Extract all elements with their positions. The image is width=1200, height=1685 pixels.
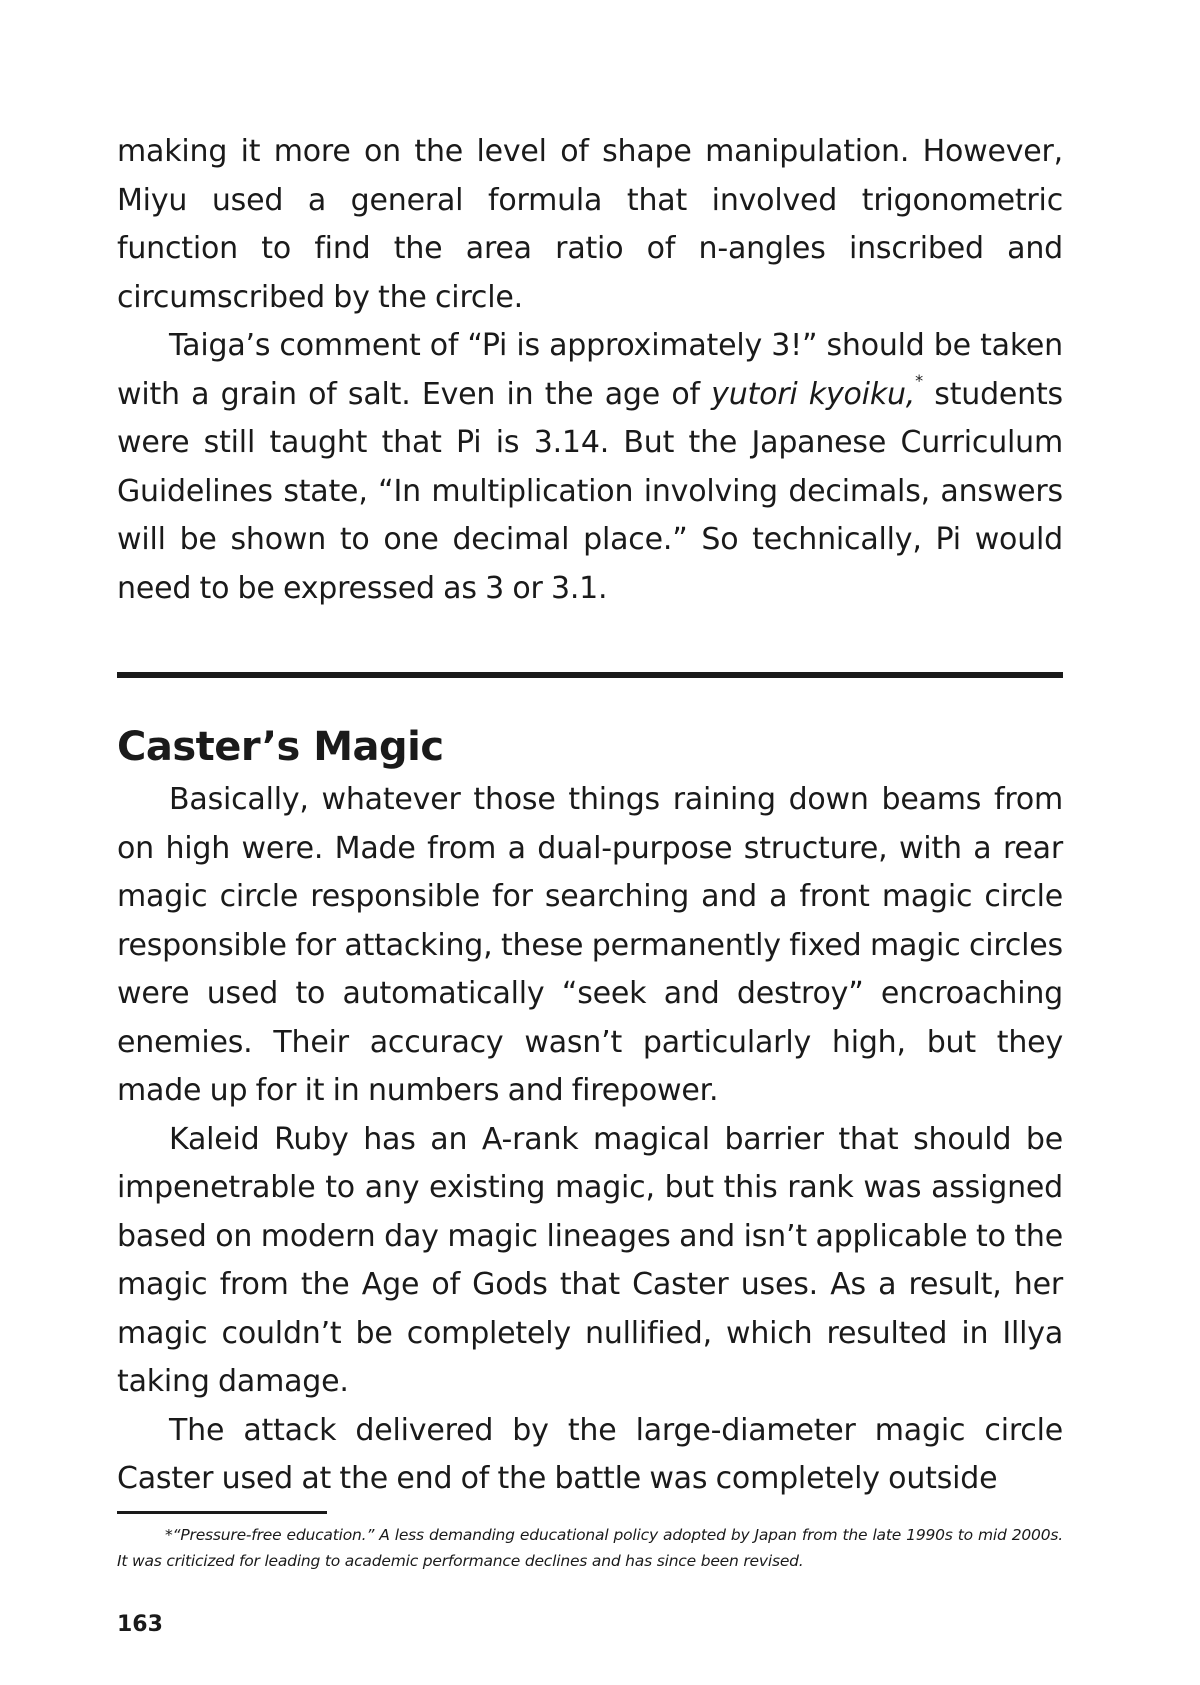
section-title: Caster’s Magic: [117, 724, 444, 770]
yutori-kyoiku-term: yutori kyoiku,: [711, 376, 916, 412]
intro-text: [117, 128, 1063, 613]
page-number: 163: [117, 1612, 163, 1637]
section-paragraph-1: Basically, whatever those things raining down beams from on high were. Made from a dual-purpose structure, with a rear magic circle responsible for searching and a front magic circle responsible for attacking, these permanently fixed magic circles were used to automatically “seek and destroy” encroaching enemies. Their accuracy wasn’t particularly high, but they made up for it in numbers and firepower.: [117, 782, 1063, 1108]
intro-paragraph-2-end: students were still taught that Pi is 3.14. But the Japanese Curriculum Guidelines state, “In multiplication involving decimals, answers will be shown to one decimal place.” So technically, Pi would need to be expressed as 3 or 3.1.: [117, 376, 1063, 606]
intro-paragraph-2-start: Taiga’s comment of “Pi is approximately 3!” should be taken with a grain of salt. Even in the age of: [117, 328, 1063, 412]
intro-paragraph-1: making it more on the level of shape manipulation. However, Miyu used a general formula that involved trigonometric function to find the area ratio of n-angles inscribed and circumscribed by the circle.: [117, 134, 1063, 315]
footnote-marker: *: [915, 370, 923, 390]
footnote-text: *“Pressure-free education.” A less demanding educational policy adopted by Japan from the late 1990s to mid 2000s. It was criticized for leading to academic performance declines and has since been revised.: [117, 1526, 1063, 1570]
section-body: [117, 776, 1063, 1504]
section-divider: [117, 672, 1063, 678]
intro-paragraph-2: [117, 322, 1063, 613]
footnote-divider: [117, 1511, 327, 1514]
section-paragraph-2: Kaleid Ruby has an A-rank magical barrier that should be impenetrable to any existing magic, but this rank was assigned based on modern day magic lineages and isn’t applicable to the magic from the Age of Gods that Caster uses. As a result, her magic couldn’t be completely nullified, which resulted in Illya taking damage.: [117, 1121, 1063, 1399]
section-paragraph-3: The attack delivered by the large-diameter magic circle Caster used at the end of the battle was completely outside: [117, 1412, 1063, 1496]
